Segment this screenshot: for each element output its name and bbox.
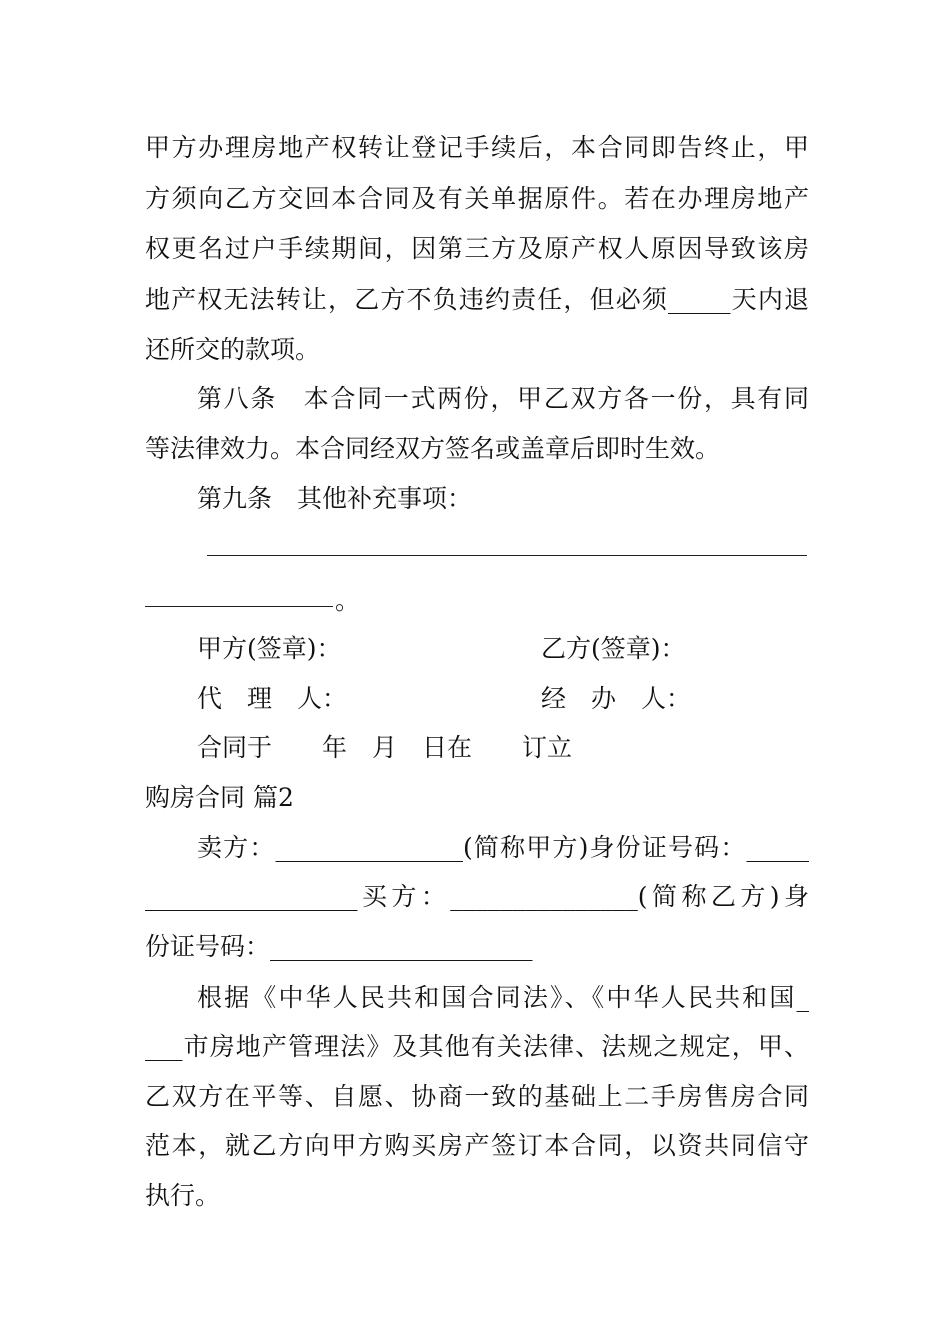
article-9-heading: 第九条 其他补充事项： (197, 484, 473, 513)
section-title: 购房合同 篇2 (145, 783, 294, 812)
agent-label: 代 理 人： (197, 684, 348, 713)
basis-line: 乙双方在平等、自愿、协商一致的基础上二手房售房合同 (145, 1082, 809, 1111)
buyer-id-line: 份证号码：_____________________ (145, 932, 533, 961)
basis-line: 执行。 (145, 1181, 221, 1210)
seller-line: _________________买方：_______________(简称乙方)身 (145, 882, 809, 911)
seller-line: 卖方：_______________(简称甲方)身份证号码：_____ (197, 833, 809, 862)
article-8-line: 第八条 本合同一式两份，甲乙双方各一份，具有同 (197, 384, 809, 413)
party-b-signature-label: 乙方(签章)： (541, 634, 686, 663)
text-line: 甲方办理房地产权转让登记手续后，本合同即告终止，甲 (145, 133, 809, 162)
handler-label: 经 办 人： (541, 684, 692, 713)
text-line: 方须向乙方交回本合同及有关单据原件。若在办理房地产 (145, 184, 809, 213)
text-line: 权更名过户手续期间，因第三方及原产权人原因导致该房 (145, 234, 809, 263)
blank-line (207, 555, 807, 556)
contract-date-line: 合同于 年 月 日在 订立 (197, 733, 573, 762)
blank-line (145, 606, 333, 607)
article-8-line: 等法律效力。本合同经双方签名或盖章后即时生效。 (145, 434, 721, 463)
text-line: 还所交的款项。 (145, 335, 321, 364)
party-a-signature-label: 甲方(签章)： (197, 634, 342, 663)
basis-line: 根据《中华人民共和国合同法》、《中华人民共和国_ (197, 983, 809, 1012)
basis-line: 范本，就乙方向甲方购买房产签订本合同，以资共同信守 (145, 1131, 809, 1160)
text-line: 地产权无法转让，乙方不负违约责任，但必须_____天内退 (145, 285, 809, 314)
blank-end-mark: 。 (335, 586, 361, 615)
basis-line: ___市房地产管理法》及其他有关法律、法规之规定，甲、 (145, 1032, 809, 1061)
